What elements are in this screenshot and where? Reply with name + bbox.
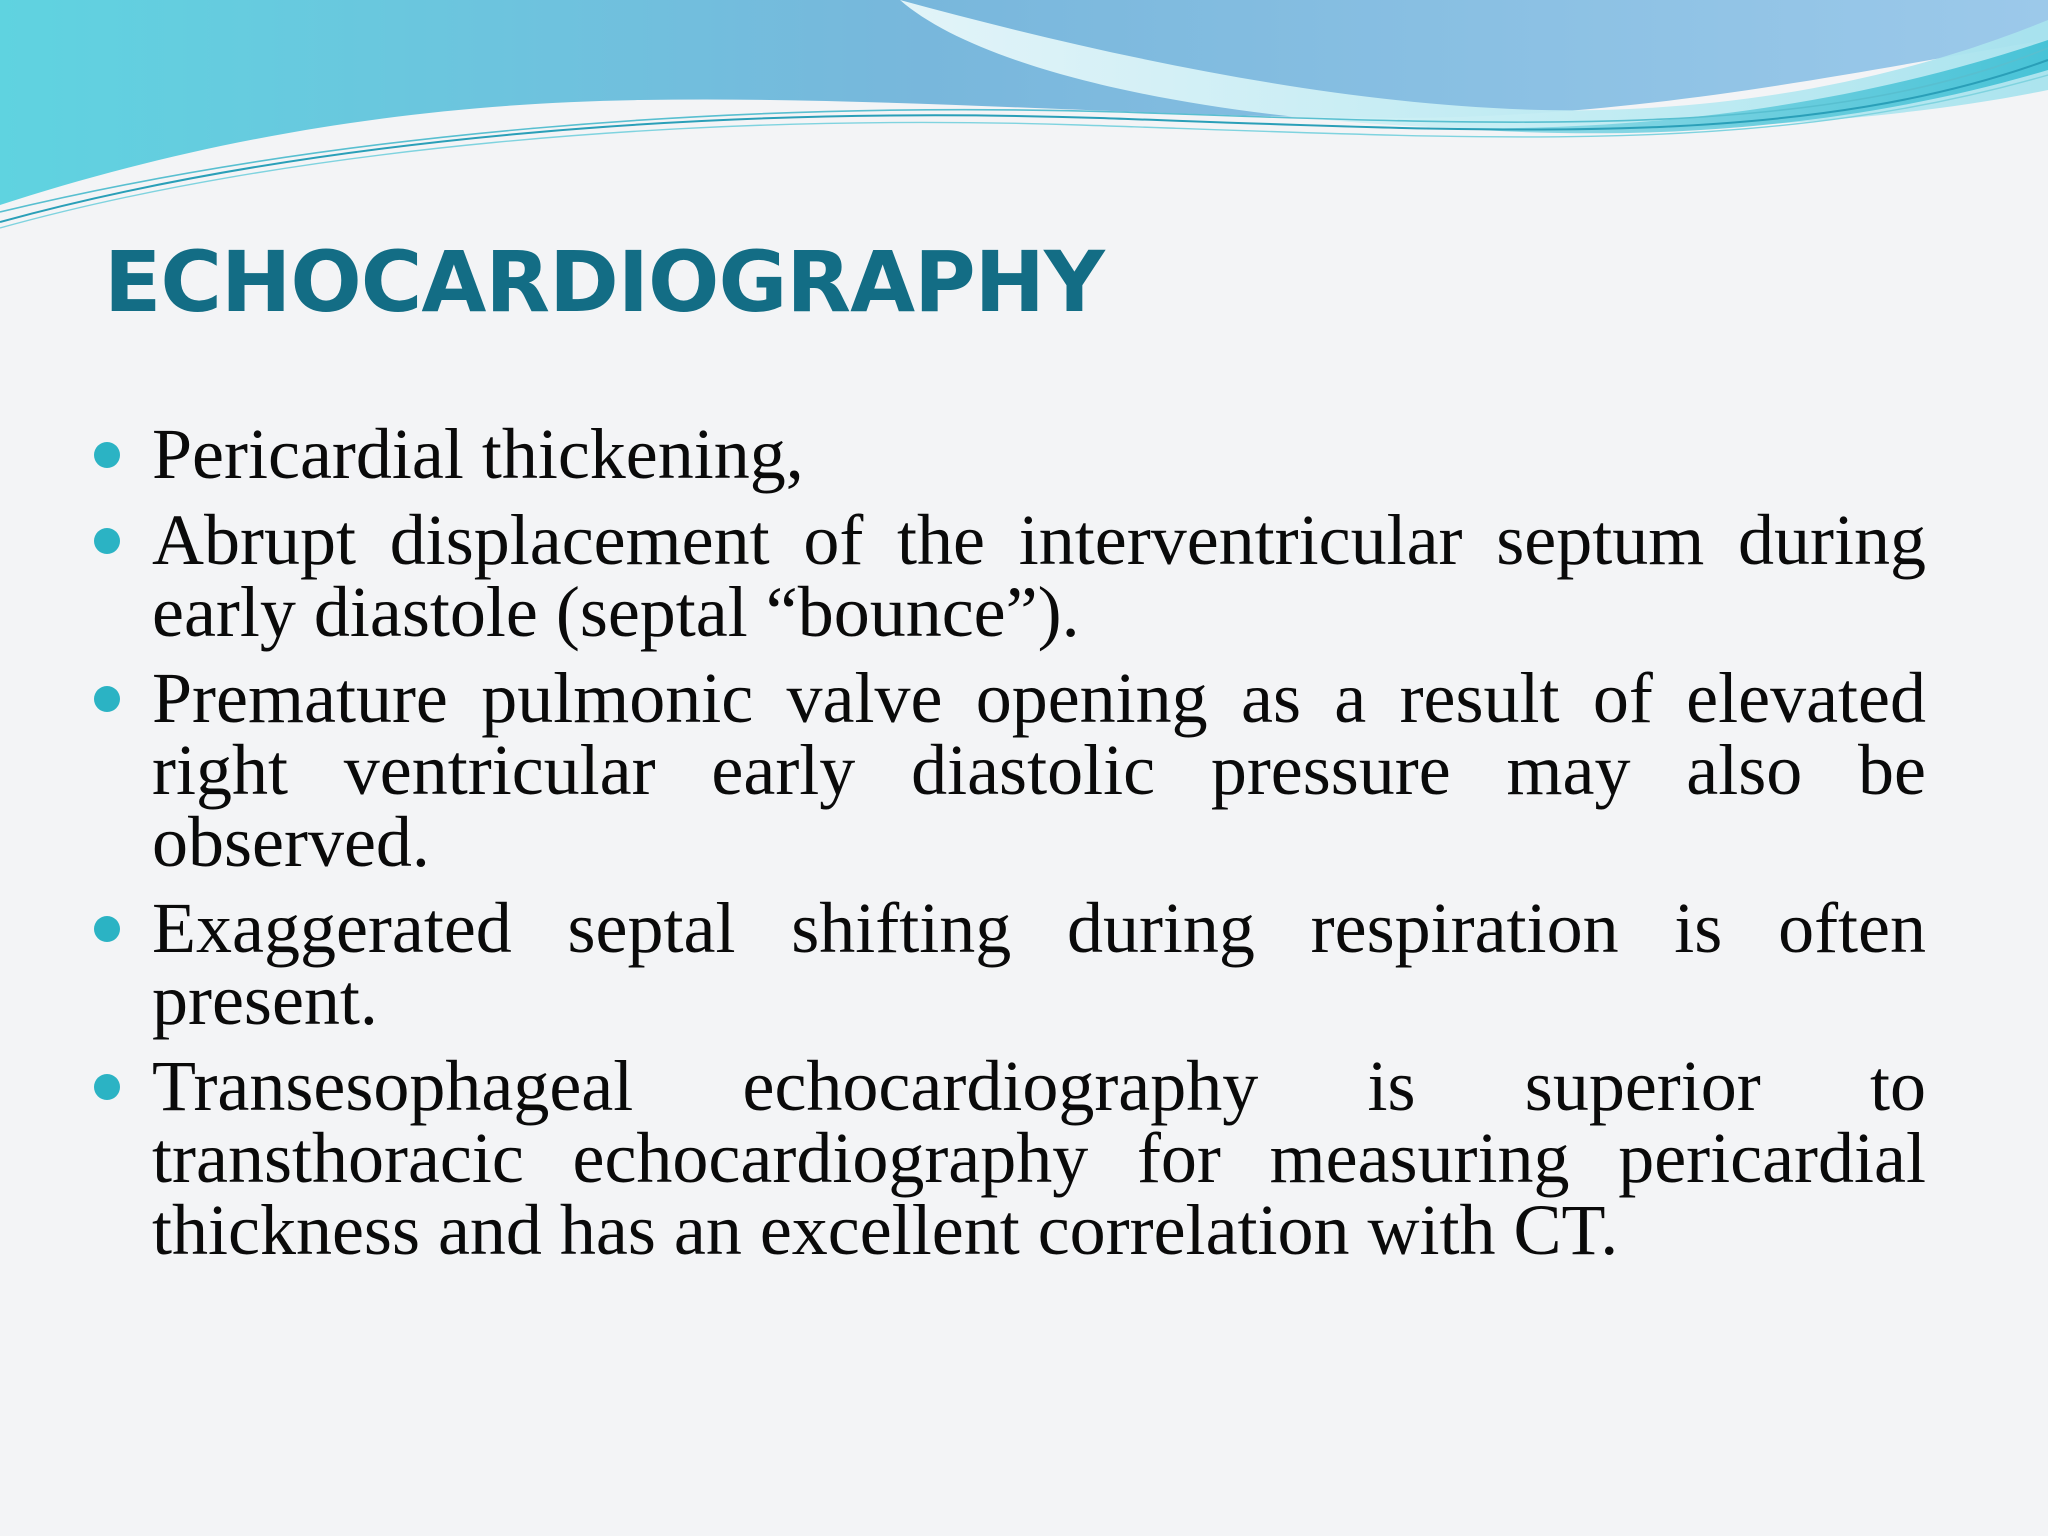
bullet-dot-icon bbox=[94, 1074, 120, 1100]
bullet-item bbox=[94, 1046, 1926, 1270]
slide-title: ECHOCARDIOGRAPHY bbox=[104, 233, 1104, 331]
bullet-text: Abrupt displacement of the interventricular septum during early diastole (septal “bounce”). bbox=[152, 500, 1926, 652]
header-wave-decoration bbox=[0, 0, 2048, 240]
bullet-item bbox=[94, 414, 1926, 494]
bullet-item bbox=[94, 888, 1926, 1040]
bullet-dot-icon bbox=[94, 442, 120, 468]
bullet-item bbox=[94, 500, 1926, 652]
bullet-dot-icon bbox=[94, 916, 120, 942]
bullet-dot-icon bbox=[94, 528, 120, 554]
bullet-dot-icon bbox=[94, 686, 120, 712]
bullet-text: Pericardial thickening, bbox=[152, 414, 804, 494]
bullet-text: Premature pulmonic valve opening as a result of elevated right ventricular early diastolic pressure may also be observed. bbox=[152, 658, 1926, 882]
bullet-text: Transesophageal echocardiography is superior to transthoracic echocardiography for measuring pericardial thickness and has an excellent correlation with CT. bbox=[152, 1046, 1926, 1270]
bullet-item bbox=[94, 658, 1926, 882]
bullet-list bbox=[94, 414, 1926, 1280]
bullet-text: Exaggerated septal shifting during respiration is often present. bbox=[152, 888, 1926, 1040]
